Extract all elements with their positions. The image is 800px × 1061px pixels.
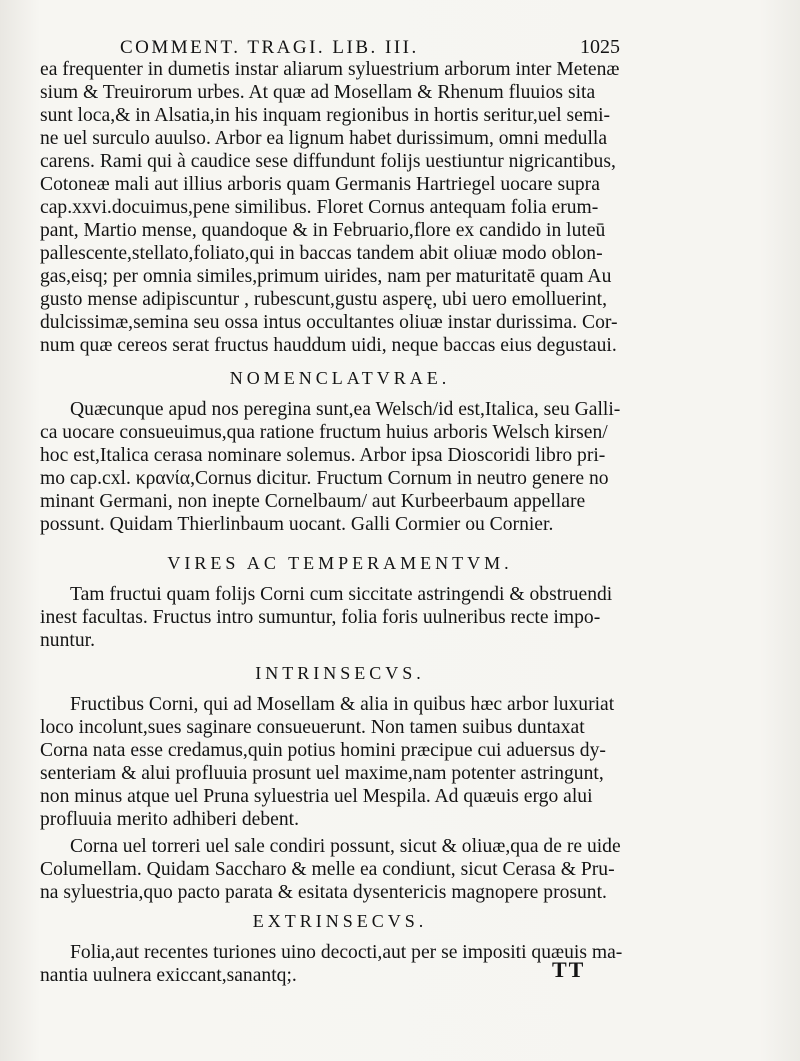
text-line: Quæcunque apud nos peregina sunt,ea Welsch/id est,Italica, seu Galli- xyxy=(70,399,621,420)
text-line: Columellam. Quidam Saccharo & melle ea condiunt, sicut Cerasa & Pru- xyxy=(40,859,615,880)
paragraph-condiendi xyxy=(40,835,640,904)
text-line: Tam fructui quam folijs Corni cum siccitate astringendi & obstruendi xyxy=(70,584,613,605)
text-line: pant, Martio mense, quandoque & in Februario,flore ex candido in luteū xyxy=(40,220,606,241)
text-line: pallescente,stellato,foliato,qui in baccas tandem abit oliuæ modo oblon- xyxy=(40,243,603,264)
paragraph-intrinsecus xyxy=(40,693,640,831)
text-line: gusto mense adipiscuntur , rubescunt,gustu asperę, ubi uero emolluerint, xyxy=(40,289,608,310)
signature-mark: TT xyxy=(552,957,586,982)
text-line: carens. Rami qui à caudice sese diffundunt folijs uestiuntur nigricantibus, xyxy=(40,151,616,172)
text-line: nuntur. xyxy=(40,630,95,651)
text-line: non minus atque uel Pruna syluestria uel Mespila. Ad quæuis ergo alui xyxy=(40,786,593,807)
text-line: minant Germani, non inepte Cornelbaum/ aut Kurbeerbaum appellare xyxy=(40,491,586,512)
text-line: num quæ cereos serat fructus hauddum uidi, neque baccas eius degustaui. xyxy=(40,335,617,356)
text-line: loco incolunt,sues saginare consueuerunt. Non tamen suibus duntaxat xyxy=(40,717,585,738)
text-line: dulcissimæ,semina seu ossa intus occultantes oliuæ instar durissima. Cor- xyxy=(40,312,618,333)
paragraph-vires xyxy=(40,583,640,652)
text-line: ne uel surculo auulso. Arbor ea lignum habet durissimum, omni medulla xyxy=(40,128,608,149)
page-body xyxy=(40,58,640,987)
text-line: senteriam & alui profluuia prosunt uel maxime,nam potenter astringunt, xyxy=(40,763,604,784)
text-line: Corna nata esse credamus,quin potius homini præcipue cui aduersus dy- xyxy=(40,740,606,761)
page-number: 1025 xyxy=(580,36,620,58)
text-line: ea frequenter in dumetis instar aliarum syluestrium arborum inter Metenæ xyxy=(40,59,620,80)
text-line: hoc est,Italica cerasa nominare solemus. Arbor ipsa Dioscoridi libro pri- xyxy=(40,445,606,466)
section-heading-intrinsecus: INTRINSECVS. xyxy=(255,663,425,683)
running-head-title: COMMENT. TRAGI. LIB. III. xyxy=(120,37,419,58)
paragraph-extrinsecus xyxy=(40,941,640,987)
text-line: profluuia merito adhiberi debent. xyxy=(40,809,299,830)
text-line: sunt loca,& in Alsatia,in his inquam regionibus in hortis seritur,uel semi- xyxy=(40,105,611,126)
text-line: Cotoneæ mali aut illius arboris quam Germanis Hartriegel uocare supra xyxy=(40,174,600,195)
running-head xyxy=(120,36,620,59)
section-heading-nomenclatura: NOMENCLATVRAE. xyxy=(229,368,451,388)
text-line: Fructibus Corni, qui ad Mosellam & alia in quibus hæc arbor luxuriat xyxy=(70,694,615,715)
text-line: ca uocare consueuimus,qua ratione fructum huius arboris Welsch kirsen/ xyxy=(40,422,608,443)
text-line: na syluestria,quo pacto parata & esitata dysentericis magnopere prosunt. xyxy=(40,882,607,903)
text-line: possunt. Quidam Thierlinbaum uocant. Galli Cormier ou Cornier. xyxy=(40,514,554,535)
text-line: Corna uel torreri uel sale condiri possunt, sicut & oliuæ,qua de re uide xyxy=(70,836,621,857)
section-heading-vires: VIRES AC TEMPERAMENTVM. xyxy=(167,553,513,573)
paragraph-description xyxy=(40,58,640,357)
paragraph-nomenclatura xyxy=(40,398,640,536)
text-line: Folia,aut recentes turiones uino decocti,aut per se impositi quæuis ma- xyxy=(70,942,623,963)
text-line: nantia uulnera exiccant,sanantq;. xyxy=(40,965,297,986)
text-line: mo cap.cxl. κρανία,Cornus dicitur. Fructum Cornum in neutro genere no xyxy=(40,468,609,489)
text-line: inest facultas. Fructus intro sumuntur, folia foris uulneribus recte impo- xyxy=(40,607,601,628)
text-line: cap.xxvi.docuimus,pene similibus. Floret Cornus antequam folia erum- xyxy=(40,197,599,218)
text-line: gas,eisq; per omnia similes,primum uirides, nam per maturitatē quam Au xyxy=(40,266,612,287)
section-heading-extrinsecus: EXTRINSECVS. xyxy=(252,911,428,931)
text-line: sium & Treuirorum urbes. At quæ ad Mosellam & Rhenum fluuios sita xyxy=(40,82,596,103)
